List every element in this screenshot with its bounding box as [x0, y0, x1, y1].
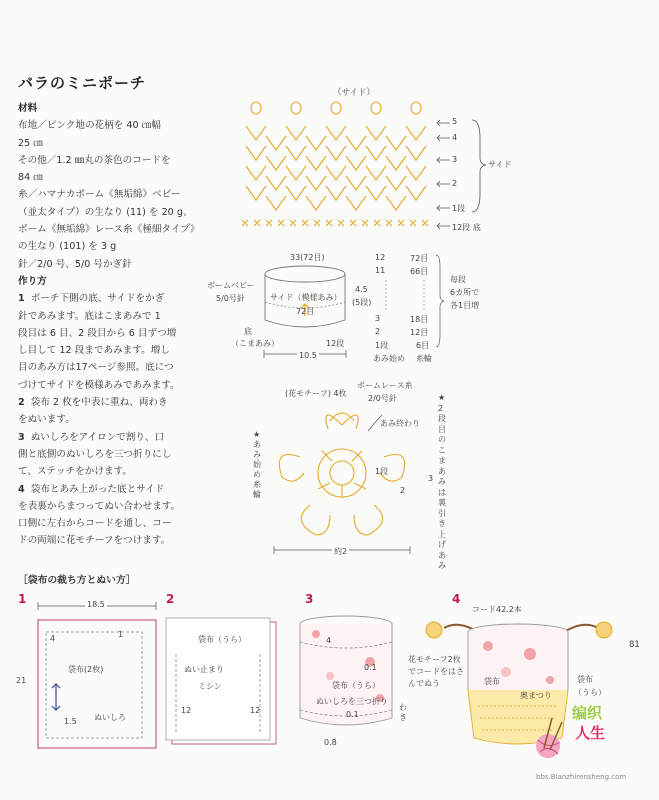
row-label: 4: [452, 133, 458, 142]
method-heading: 作り方: [18, 275, 47, 287]
flower-right-note: ★2段目のこまあみは裏引き上げあみ: [438, 393, 446, 570]
step-4-fabric-ura: 袋布: [577, 675, 593, 684]
row-label: 2: [452, 179, 458, 188]
side-bracket: [470, 118, 490, 214]
table-cell: 72目: [410, 254, 429, 263]
flower-start-note: ★あみ始め糸輪: [253, 430, 261, 499]
step-3-number: 3: [305, 592, 314, 606]
step-line: 段目は 6 目、2 段目から 6 目ずつ増: [18, 327, 177, 339]
yarn-label: ボームベビー: [207, 281, 255, 290]
step-3-fold: ぬいしろを三つ折り: [316, 697, 388, 706]
table-ellipsis: [380, 278, 440, 312]
step-1-margin: ぬいしろ: [94, 713, 126, 722]
page-title: バラのミニポーチ: [18, 74, 147, 92]
step-4-motif: 花モチーフ2枚: [408, 655, 461, 664]
materials-line: 糸／ハマナカボーム《無垢綿》ベビー: [18, 189, 181, 201]
step-3-side: わき: [399, 703, 407, 722]
step-1-m15: 1.5: [64, 717, 77, 726]
step-line: 針であみます。底はこまあみで 1: [18, 310, 161, 322]
table-cell: 1段: [375, 341, 389, 350]
step-3-d01a: 0.1: [364, 663, 377, 672]
rows-label: (5段): [352, 298, 372, 307]
step-number: 3: [18, 431, 25, 443]
step-line: 目のあみ方は17ページ参照。底につ: [18, 362, 174, 374]
step-3-d4: 4: [326, 636, 332, 645]
step-line: 3 ぬいしろをアイロンで割り、口: [18, 431, 165, 443]
materials-line: 25 ㎝: [18, 137, 43, 149]
watermark-line1: 编织: [572, 704, 603, 722]
table-cell: 66目: [410, 267, 429, 276]
step-line: 口側に左右からコードを通し、コー: [18, 518, 172, 530]
step-4-number: 4: [452, 592, 461, 606]
step-1-width: 18.5: [87, 600, 105, 609]
instructions-column: [18, 100, 226, 550]
yarn-ball-icon: [530, 714, 570, 766]
table-cell: 6目: [416, 341, 430, 350]
side-stitch-chart: [240, 98, 460, 238]
materials-line: 84 ㎝: [18, 172, 43, 184]
flower-yarn: ボームレース糸: [357, 381, 413, 390]
row-label: 1段: [452, 204, 466, 213]
step-4-ura: （うら）: [574, 688, 606, 697]
step-1-height: 21: [16, 676, 27, 685]
side-chart-label: （サイド）: [333, 88, 375, 98]
step-4-motif: でコードをはさ: [408, 667, 464, 676]
materials-line: 針／2/0 号、5/0 号かぎ針: [18, 258, 132, 270]
shell-row: [251, 102, 421, 114]
materials-line: その他／1.2 ㎜丸の茶色のコードを: [18, 154, 171, 166]
table-note: 毎段: [450, 275, 466, 284]
width-label: 10.5: [299, 351, 317, 360]
flower-width: 約2: [334, 547, 348, 556]
step-line: ドの両端に花モチーフをつけます。: [18, 535, 171, 547]
row-label: 3: [452, 155, 458, 164]
step-2-d12a: 12: [181, 706, 192, 715]
table-cell: 3: [375, 314, 381, 323]
watermark-url: bbs.Bianzhirensheng.com: [536, 773, 627, 781]
flower-row-label: 1段: [375, 467, 389, 476]
step-2-number: 2: [166, 592, 175, 606]
table-bracket: [434, 253, 446, 349]
step-line: づけてサイドを模様あみであみます。: [18, 379, 180, 391]
bracket-label: サイド: [488, 160, 512, 169]
side-count: 72目: [296, 307, 315, 316]
cutting-heading: ［袋布の裁ち方とぬい方］: [18, 575, 136, 586]
table-cell: 2: [375, 327, 381, 336]
step-4-cord: コード42.2本: [472, 605, 522, 614]
materials-line: の生なり (101) を 3 g: [18, 241, 117, 253]
flower-row-label: 3: [428, 474, 434, 483]
step-3-d01b: 0.1: [346, 710, 359, 719]
step-line: 2 袋布 2 枚を中表に重ね、両わき: [18, 397, 168, 409]
step-number: 1: [18, 293, 25, 305]
page-number: 81: [629, 640, 640, 650]
step-2-machine: ミシン: [198, 682, 222, 691]
materials-line: （並太タイプ）の生なり (11) を 20 g、: [18, 206, 193, 218]
bottom-label: 底: [244, 327, 252, 336]
step-number: 2: [18, 397, 25, 409]
step-2-label: 袋布（うら）: [198, 635, 246, 644]
step-1-number: 1: [18, 592, 27, 606]
step-line: て、ステッチをかけます。: [18, 466, 132, 478]
step-2-stop: ぬい止まり: [184, 665, 224, 674]
step-1-diagram: [28, 598, 164, 754]
step-2-d12b: 12: [250, 706, 261, 715]
bottom-rows: 12段: [326, 339, 345, 348]
start-label: あみ始め: [373, 354, 405, 363]
table-cell: 11: [375, 266, 386, 275]
materials-heading: 材料: [18, 103, 38, 114]
step-1-m1: 1: [118, 630, 124, 639]
step-line: 4 袋布とあみ上がった底とサイド: [18, 483, 165, 495]
step-line: 1 ポーチ下側の底、サイドをかぎ: [18, 293, 165, 305]
top-count: 33(72目): [290, 253, 325, 262]
table-note: 各1目増: [450, 301, 480, 310]
step-line: し目して 12 段まであみます。増し: [18, 345, 170, 357]
step-1-m4: 4: [50, 634, 56, 643]
row-label: 5: [452, 117, 458, 126]
step-line: をぬいます。: [18, 414, 75, 426]
step-3-d08: 0.8: [324, 738, 337, 747]
materials-line: ボーム《無垢綿》レース糸《極細タイプ》: [18, 224, 200, 236]
watermark-line2: 人生: [575, 724, 606, 742]
flower-end: あみ終わり: [380, 419, 420, 428]
flower-motif-chart: [270, 405, 420, 545]
step-4-fabric: 袋布: [484, 677, 500, 686]
bottom-stitch: （こまあみ）: [231, 339, 279, 348]
step-4-motif: んでぬう: [408, 679, 440, 688]
unit-label: 糸輪: [416, 354, 432, 363]
height-label: 4.5: [355, 285, 368, 294]
step-line: を表裏からまつってぬい合わせます。: [18, 500, 181, 512]
step-line: 側と底側のぬいしろを三つ折りにし: [18, 448, 172, 460]
hook-label: 5/0号針: [216, 294, 245, 303]
step-number: 4: [18, 483, 25, 495]
flower-row-label: 2: [400, 486, 406, 495]
table-cell: 18目: [410, 315, 429, 324]
materials-line: 布地／ピンク地の花柄を 40 ㎝幅: [18, 120, 161, 132]
step-1-label: 袋布(2枚): [68, 665, 104, 674]
table-cell: 12: [375, 253, 386, 262]
table-note: 6カ所で: [450, 288, 480, 297]
table-cell: 12目: [410, 328, 429, 337]
row-label: 12段 底: [452, 223, 481, 232]
flower-hook: 2/0号針: [368, 394, 397, 403]
step-3-label: 袋布（うら）: [332, 681, 380, 690]
side-label: サイド（模様あみ）: [270, 293, 342, 302]
step-4-stitch: 奥まつり: [520, 691, 552, 700]
flower-label: (花モチーフ) 4枚: [285, 389, 347, 398]
